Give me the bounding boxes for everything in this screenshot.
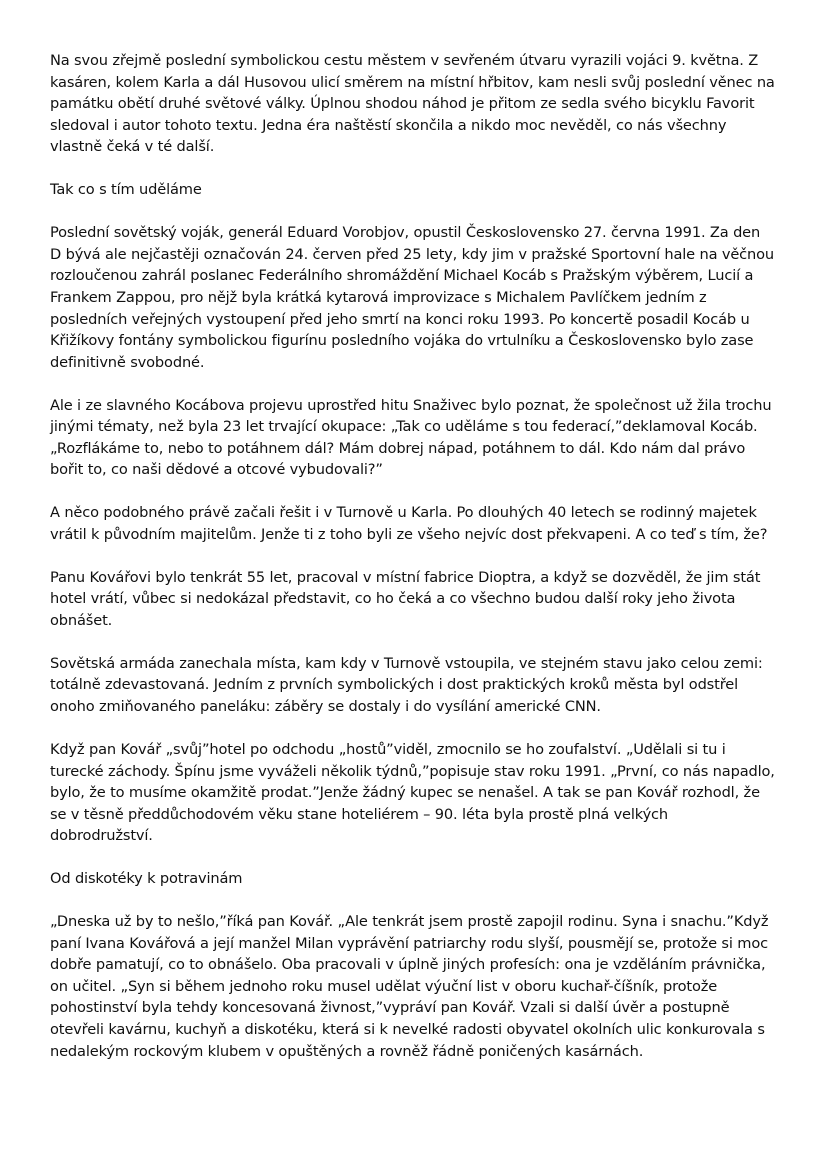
paragraph-soviet-army: Sovětská armáda zanechala místa, kam kdy v Turnově vstoupila, ve stejném stavu jako celou zemi: totálně zdevastovaná. Jedním z prvních symbolických i dost praktických kroků města byl odstřel onoho zmiňovaného paneláku: záběry se dostaly i do vysílání americké CNN. <box>50 654 763 716</box>
paragraph-intro: Na svou zřejmě poslední symbolickou cestu městem v sevřeném útvaru vyrazili vojáci 9. května. Z kasáren, kolem Karla a dál Husovou ulicí směrem na místní hřbitov, kam nesli svůj poslední věnec na památku obětí druhé světové války. Úplnou shodou náhod je přitom ze sedla svého bicyklu Favorit sledoval i autor tohoto textu. Jedna éra naštěstí skončila a nikdo moc nevěděl, co nás všechny vlastně čeká v té další. <box>50 52 775 156</box>
document-page <box>50 50 775 1084</box>
section-heading-disco: Od diskotéky k potravinám <box>50 870 243 888</box>
paragraph-family: „Dneska už by to nešlo,”říká pan Kovář. „Ale tenkrát jsem prostě zapojil rodinu. Syna i snachu.”Když paní Ivana Kovářová a její manžel Milan vyprávění patriarchy rodu slyší, pousmějí se, protože si moc dobře pamatují, co to obnášelo. Oba pracovali v úplně jiných profesích: ona je vzděláním právnička, on učitel. „Syn si během jednoho roku musel udělat výuční list v oboru kuchař-číšník, protože pohostinství byla tehdy koncesovaná živnost,”vypráví pan Kovář. Vzali si další úvěr a postupně otevřeli kavárnu, kuchyň a diskotéku, která si k nevelké radosti obyvatel okolních ulic konkurovala s nedalekým rockovým klubem v opuštěných a rovněž řádně poničených kasárnách. <box>50 913 769 1060</box>
paragraph-hotel-condition: Když pan Kovář „svůj”hotel po odchodu „hostů”viděl, zmocnilo se ho zoufalství. „Udělali si tu i turecké záchody. Špínu jsme vyváželi několik týdnů,”popisuje stav roku 1991. „První, co nás napadlo, bylo, že to musíme okamžitě prodat.”Jenže žádný kupec se nenašel. A tak se pan Kovář rozhodl, že se v těsně předdůchodovém věku stane hoteliérem – 90. léta byla prostě plná velkých dobrodružství. <box>50 740 775 845</box>
section-heading-federation: Tak co s tím uděláme <box>50 181 202 199</box>
paragraph-last-soldier: Poslední sovětský voják, generál Eduard Vorobjov, opustil Československo 27. června 1991. Za den D bývá ale nejčastěji označován 24. červen před 25 lety, kdy jim v pražské Sportovní hale na věčnou rozloučenou zahrál poslanec Federálního shromáždění Michael Kocáb s Pražským výběrem, Lucií a Frankem Zappou, pro nějž byla krátká kytarová improvizace s Michalem Pavlíčkem jedním z posledních veřejných vystoupení před jeho smrtí na konci roku 1993. Po koncertě posadil Kocáb u Křižíkovy fontány symbolickou figurínu posledního vojáka do vrtulníku a Československo bylo zase definitivně svobodné. <box>50 224 775 371</box>
paragraph-turnov-restitution: A něco podobného právě začali řešit i v Turnově u Karla. Po dlouhých 40 letech se rodinný majetek vrátil k původním majitelům. Jenže ti z toho byli ze všeho nejvíc dost překvapeni. A co teď s tím, že? <box>50 504 768 543</box>
paragraph-mr-kovar: Panu Kovářovi bylo tenkrát 55 let, pracoval v místní fabrice Dioptra, a když se dozvěděl, že jim stát hotel vrátí, vůbec si nedokázal představit, co ho čeká a co všechno budou další roky jeho života obnášet. <box>50 568 761 629</box>
paragraph-kocab-speech: Ale i ze slavného Kocábova projevu uprostřed hitu Snaživec bylo poznat, že společnost už žila trochu jinými tématy, než byla 23 let trvající okupace: „Tak co uděláme s tou federací,”deklamoval Kocáb. „Rozflákáme to, nebo to potáhnem dál? Mám dobrej nápad, potáhnem to dál. Kdo nám dal právo bořit to, co naši dědové a otcové vybudovali?” <box>50 396 772 479</box>
